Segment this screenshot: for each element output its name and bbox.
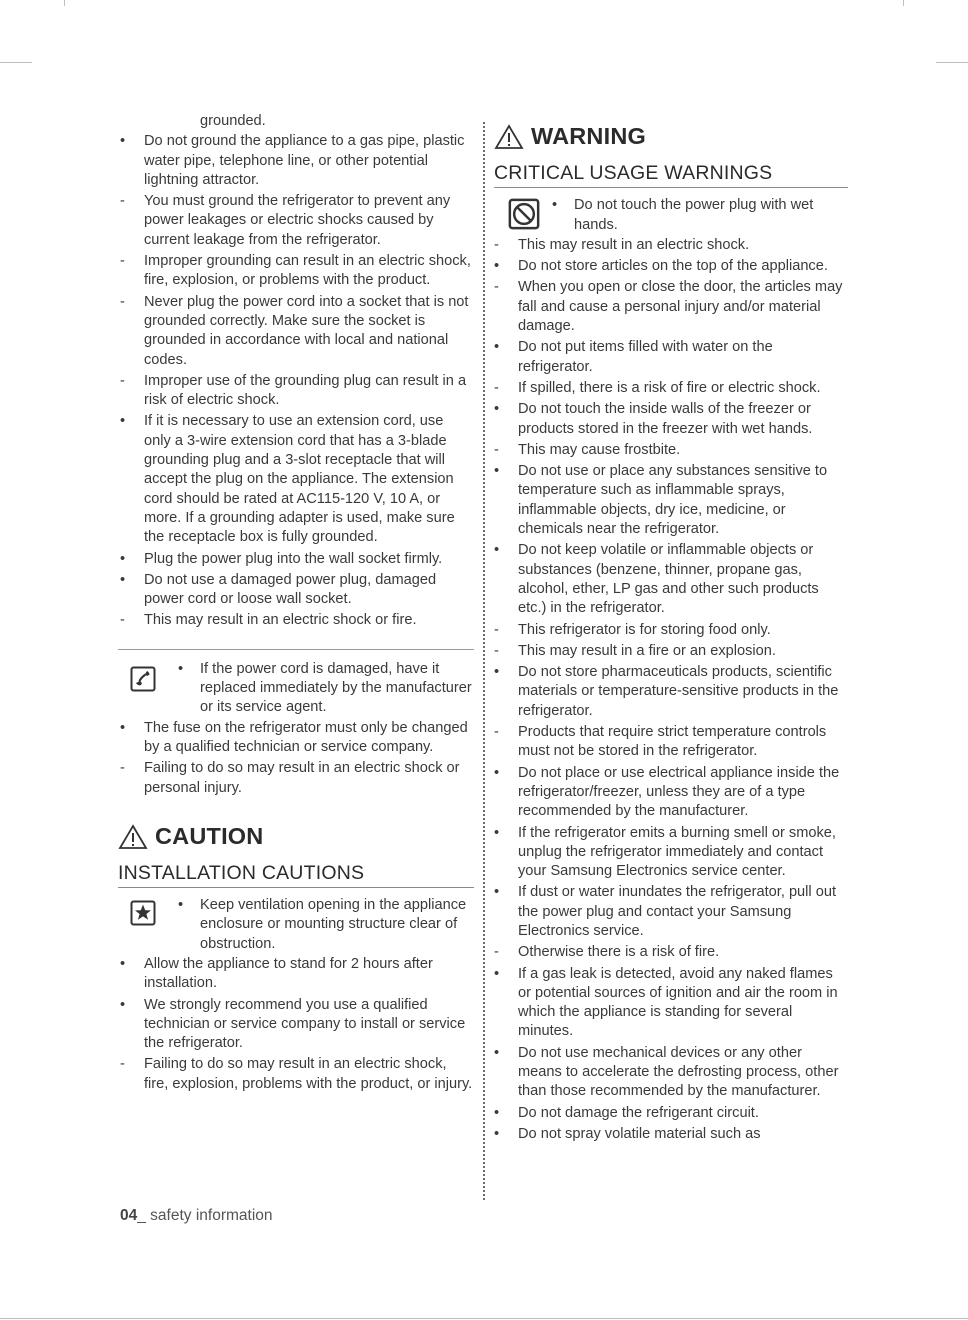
bullet-mark: •: [494, 401, 500, 418]
item-text: Otherwise there is a risk of fire.: [518, 944, 720, 961]
item-text: Do not store pharmaceuticals products, scientific materials or temperature-sensitive products in the refrigerator.: [518, 664, 839, 719]
bullet-item: [118, 571, 474, 610]
bullet-item: [118, 719, 474, 758]
dash-mark: -: [120, 293, 125, 310]
dash-item: [492, 642, 848, 661]
section-rule: [118, 649, 474, 650]
crop-mark-top-right: [903, 0, 904, 6]
dash-mark: -: [494, 441, 499, 458]
critical-usage-heading: CRITICAL USAGE WARNINGS: [494, 164, 848, 188]
bullet-mark: •: [494, 664, 500, 681]
item-text: Plug the power plug into the wall socket firmly.: [144, 550, 443, 567]
bullet-item: [492, 338, 848, 377]
bullet-item: [492, 824, 848, 882]
bullet-mark: •: [494, 884, 500, 901]
bullet-item: [118, 412, 474, 547]
dash-item: [118, 372, 474, 411]
left-column: [118, 112, 474, 1096]
item-text: Never plug the power cord into a socket that is not grounded correctly. Make sure the socket is grounded in accordance with local and national codes.: [144, 293, 469, 368]
item-text: Do not store articles on the top of the appliance.: [518, 258, 828, 275]
dash-item: [492, 278, 848, 336]
bullet-mark: •: [494, 1125, 500, 1142]
item-text: Do not spray volatile material such as: [518, 1125, 761, 1142]
dash-item: [118, 1055, 474, 1094]
page-footer: [120, 1207, 273, 1225]
crop-mark-bottom: [0, 1318, 968, 1319]
warning-title: WARNING: [531, 123, 646, 150]
dash-item: [492, 621, 848, 640]
dash-item: [118, 611, 474, 630]
dash-mark: -: [120, 193, 125, 210]
crop-mark-left: [0, 62, 32, 63]
grounding-list: [118, 132, 474, 630]
dash-item: [492, 379, 848, 398]
bullet-item: [492, 1044, 848, 1102]
item-text: Do not use a damaged power plug, damaged power cord or loose wall socket.: [144, 571, 437, 608]
item-text: When you open or close the door, the articles may fall and cause a personal injury and/or material damage.: [518, 279, 843, 335]
right-column: [494, 112, 848, 1146]
bullet-mark: •: [120, 571, 126, 588]
dash-mark: -: [494, 724, 499, 741]
bullet-item: [492, 257, 848, 276]
bullet-mark: •: [494, 463, 500, 480]
page-number: 04: [120, 1207, 138, 1224]
item-text: Allow the appliance to stand for 2 hours after installation.: [144, 955, 433, 992]
item-text: We strongly recommend you use a qualified technician or service company to install or service the refrigerator.: [144, 996, 466, 1052]
bullet-mark: •: [120, 133, 126, 150]
bullet-mark: •: [178, 660, 184, 677]
item-text: This may result in an electric shock or fire.: [144, 612, 417, 629]
bullet-item: [118, 955, 474, 994]
item-text: Improper use of the grounding plug can result in a risk of electric shock.: [144, 372, 467, 409]
phone-note-text: If the power cord is damaged, have it replaced immediately by the manufacturer or its service agent.: [200, 660, 472, 716]
bullet-item: [492, 1125, 848, 1144]
dash-mark: -: [494, 944, 499, 961]
dash-mark: -: [494, 379, 499, 396]
item-text: This may result in a fire or an explosion.: [518, 642, 776, 659]
warning-heading: [494, 124, 848, 150]
bullet-mark: •: [120, 955, 126, 972]
bullet-mark: •: [494, 965, 500, 982]
dash-mark: -: [494, 642, 499, 659]
column-divider: [483, 122, 485, 1200]
item-text: Do not touch the inside walls of the freezer or products stored in the freezer with wet hands.: [518, 401, 813, 437]
bullet-mark: •: [120, 996, 126, 1013]
warning-triangle-icon: [494, 124, 524, 150]
item-text: Do not damage the refrigerant circuit.: [518, 1104, 759, 1121]
item-text: If it is necessary to use an extension cord, use only a 3-wire extension cord that has a 3-blade grounding plug and a 3-slot receptacle that will accept the plug on the appliance. The extension cord should be rated at AC115-120 V, 10 A, or more. If a grounding adapter is used, make sure the receptacle box is fully grounded.: [144, 413, 455, 546]
no-touch-note-text: Do not touch the power plug with wet hands.: [574, 197, 814, 233]
phone-note: [118, 660, 474, 718]
installation-list: [118, 955, 474, 1094]
bullet-item: [492, 1104, 848, 1123]
warning-triangle-icon: [118, 824, 148, 850]
crop-mark-top-left: [64, 0, 65, 6]
bullet-mark: •: [494, 1104, 500, 1121]
crop-mark-right: [936, 62, 968, 63]
bullet-mark: •: [494, 258, 500, 275]
dash-item: [492, 236, 848, 255]
item-text: If dust or water inundates the refrigerator, pull out the power plug and contact your Samsung Electronics service.: [518, 884, 836, 939]
bullet-item: [118, 996, 474, 1054]
dash-item: [492, 441, 848, 460]
continued-text: grounded.: [200, 113, 266, 129]
dash-item: [118, 293, 474, 370]
bullet-mark: •: [494, 824, 500, 841]
item-text: Failing to do so may result in an electric shock, fire, explosion, problems with the product, or injury.: [144, 1056, 473, 1092]
fuse-list: [118, 719, 474, 798]
dash-mark: -: [120, 372, 125, 389]
item-text: This may result in an electric shock.: [518, 236, 750, 253]
bullet-item: [492, 541, 848, 618]
bullet-mark: •: [494, 339, 500, 356]
bullet-mark: •: [120, 413, 126, 430]
bullet-mark: •: [494, 1044, 500, 1061]
dash-mark: -: [494, 621, 499, 638]
phone-icon: [130, 666, 156, 692]
dash-item: [492, 723, 848, 762]
star-note: [118, 896, 474, 954]
bullet-mark: •: [120, 550, 126, 567]
dash-item: [118, 759, 474, 798]
bullet-mark: •: [120, 719, 126, 736]
item-text: Do not place or use electrical appliance inside the refrigerator/freezer, unless they are of a type recommended by the manufacturer.: [518, 764, 840, 820]
installation-cautions-heading: INSTALLATION CAUTIONS: [118, 864, 474, 888]
bullet-item: [492, 663, 848, 721]
caution-heading: [118, 824, 474, 850]
bullet-item: [118, 550, 474, 569]
bullet-mark: •: [178, 897, 184, 914]
dash-mark: -: [120, 760, 125, 777]
dash-mark: -: [120, 612, 125, 629]
item-text: Products that require strict temperature controls must not be stored in the refrigerator.: [518, 724, 827, 760]
bullet-item: [492, 965, 848, 1042]
dash-item: [118, 252, 474, 291]
item-text: This may cause frostbite.: [518, 441, 681, 458]
item-text: This refrigerator is for storing food only.: [518, 621, 771, 638]
item-text: Do not ground the appliance to a gas pipe, plastic water pipe, telephone line, or other potential lightning attractor.: [144, 133, 465, 188]
item-text: Do not use or place any substances sensitive to temperature such as inflammable sprays, inflammable objects, dry ice, medicine, or chemicals near the refrigerator.: [518, 463, 828, 538]
dash-mark: -: [120, 1056, 125, 1073]
dash-mark: -: [120, 253, 125, 270]
star-icon: [130, 900, 156, 926]
item-text: Do not put items filled with water on the refrigerator.: [518, 339, 773, 375]
bullet-mark: •: [552, 197, 558, 214]
item-text: You must ground the refrigerator to prevent any power leakages or electric shocks caused by current leakage from the refrigerator.: [144, 193, 451, 248]
dash-mark: -: [494, 279, 499, 296]
no-entry-icon: [508, 198, 540, 230]
dash-mark: -: [494, 236, 499, 253]
star-note-text: Keep ventilation opening in the appliance enclosure or mounting structure clear of obstruction.: [200, 897, 467, 952]
bullet-mark: •: [494, 764, 500, 781]
caution-title: CAUTION: [155, 823, 264, 850]
dash-item: [492, 943, 848, 962]
no-touch-note: [494, 196, 848, 235]
item-text: If the refrigerator emits a burning smell or smoke, unplug the refrigerator immediately and contact your Samsung Electronics service center.: [518, 824, 836, 880]
item-text: Failing to do so may result in an electric shock or personal injury.: [144, 760, 460, 796]
item-text: Improper grounding can result in an electric shock, fire, explosion, or problems with the product.: [144, 253, 471, 289]
dash-item: [118, 192, 474, 250]
footer-section: _ safety information: [137, 1207, 273, 1224]
item-text: Do not use mechanical devices or any other means to accelerate the defrosting process, other than those recommended by the manufacturer.: [518, 1044, 839, 1100]
bullet-item: [492, 764, 848, 822]
item-text: The fuse on the refrigerator must only be changed by a qualified technician or service company.: [144, 719, 468, 755]
bullet-item: [492, 883, 848, 941]
bullet-item: [118, 132, 474, 190]
bullet-item: [492, 462, 848, 539]
bullet-item: [492, 400, 848, 439]
item-text: Do not keep volatile or inflammable objects or substances (benzene, thinner, propane gas, alcohol, ether, LP gas and other such products etc.) in the refrigerator.: [518, 542, 819, 617]
item-text: If a gas leak is detected, avoid any naked flames or potential sources of ignition and air the room in which the appliance is standing for several minutes.: [518, 965, 838, 1040]
critical-usage-list: [492, 236, 848, 1144]
item-text: If spilled, there is a risk of fire or electric shock.: [518, 379, 821, 396]
bullet-mark: •: [494, 542, 500, 559]
